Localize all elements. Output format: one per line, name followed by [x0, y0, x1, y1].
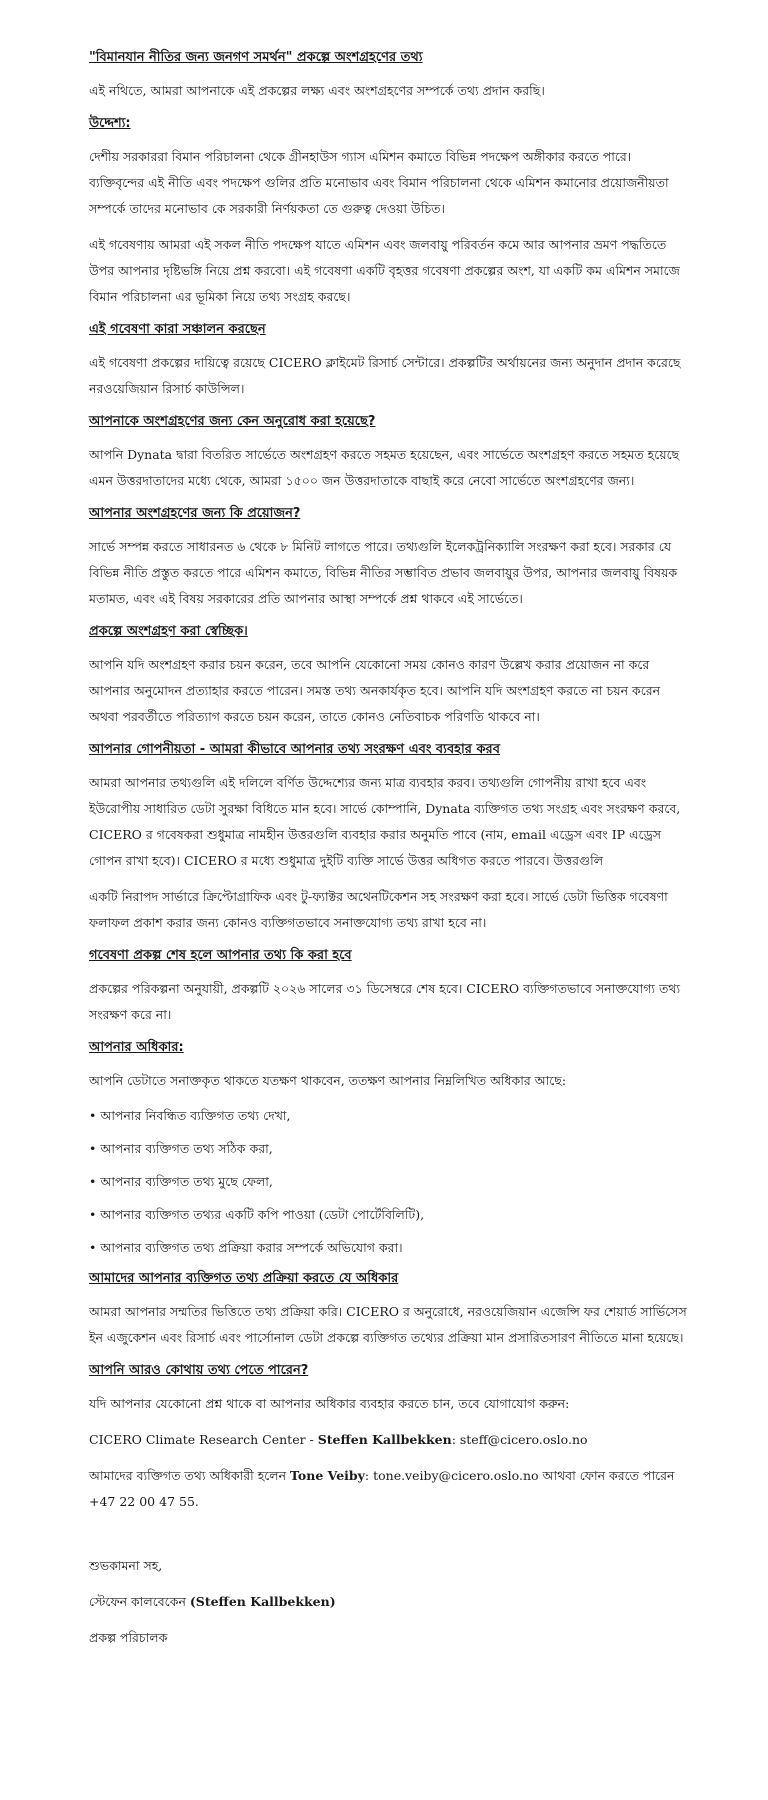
- intro-paragraph: এই নথিতে, আমরা আপনাকে এই প্রকল্পের লক্ষ্য এবং অংশগ্রহণের সম্পর্কে তথ্য প্রদান করছি।: [89, 83, 545, 98]
- more-info-paragraph: যদি আপনার যেকোনো প্রশ্ন থাকে বা আপনার অধিকার ব্যবহার করতে চান, তবে যোগাযোগ করুন:: [89, 1396, 570, 1411]
- voluntary-heading: প্রকল্পে অংশগ্রহণ করা স্বেচ্ছিক।: [89, 624, 248, 639]
- signer-line: [89, 1589, 690, 1615]
- contact-email[interactable]: : steff@cicero.oslo.no: [451, 1432, 588, 1447]
- signer-role: প্রকল্প পরিচালক: [89, 1630, 168, 1645]
- contact-line-1: [89, 1427, 690, 1453]
- rights-list-item: • আপনার ব্যক্তিগত তথ্য প্রক্রিয়া করার সম্পর্কে অভিযোগ করা।: [89, 1240, 403, 1255]
- rights-list-item: • আপনার ব্যক্তিগত তথ্য সঠিক করা,: [89, 1141, 273, 1156]
- who-paragraph: এই গবেষণা প্রকল্পের দায়িত্বে রয়েছে CICERO ক্লাইমেট রিসার্চ সেন্টারে। প্রকল্পটির অর্থায়নের জন্য অনুদান প্রদান করেছে নরওয়েজিয়ান রিসার্চ কাউন্সিল।: [89, 355, 681, 396]
- after-project-paragraph: প্রকল্পের পরিকল্পনা অনুযায়ী, প্রকল্পটি ২০২৬ সালের ৩১ ডিসেম্বরে শেষ হবে। CICERO ব্যক্তিগতভাবে সনাক্তযোগ্য তথ্য সংরক্ষণ করে না।: [89, 981, 681, 1022]
- rights-list-item: • আপনার ব্যক্তিগত তথ্যর একটি কপি পাওয়া (ডেটা পোর্টেবিলিটি),: [89, 1207, 425, 1222]
- contact-line-2: [89, 1463, 690, 1515]
- requirements-paragraph: সার্ভে সম্পন্ন করতে সাধারনত ৬ থেকে ৮ মিনিট লাগতে পারে। তথ্যগুলি ইলেকট্রনিক্যালি সংরক্ষণ করা হবে। সরকার যে বিভিন্ন নীতি প্রস্তুত করতে পারে এমিশন কমাতে, বিভিন্ন নীতির সম্ভাবিত প্রভাব জলবায়ুর উপর, আপনার জলবায়ু বিষয়ক মতামত, এবং এই বিষয় সরকারের প্রতি আপনার আস্থা সম্পর্কে প্রশ্ন থাকবে এই সার্ভেতে।: [89, 539, 678, 606]
- privacy-officer-contact[interactable]: : tone.veiby@cicero.oslo.no আথবা ফোন করতে পারেন +47 22 00 47 55.: [89, 1468, 675, 1509]
- document-title: "বিমানযান নীতির জন্য জনগণ সমর্থন" প্রকল্পে অংশগ্রহণের তথ্য: [89, 50, 423, 65]
- more-info-heading: আপনি আরও কোথায় তথ্য পেতে পারেন?: [89, 1363, 309, 1378]
- processing-paragraph: আমরা আপনার সম্মতির ভিত্তিতে তথ্য প্রক্রিয়া করি। CICERO র অনুরোধে, নরওয়েজিয়ান এজেন্সি ফর শেয়ার্ড সার্ভিসেস ইন এজুকেশন এবং রিসার্চ এবং পার্সোনাল ডেটা প্রকল্পে ব্যক্তিগত তথ্যের প্রক্রিয়া মান প্রসারিতসারণ নীতিতে মানা হয়েছে।: [89, 1304, 687, 1345]
- contact-organization: CICERO Climate Research Center -: [89, 1432, 318, 1447]
- privacy-paragraph-1: আমরা আপনার তথ্যগুলি এই দলিলে বর্ণিত উদ্দেশ্যের জন্য মাত্র ব্যবহার করব। তথ্যগুলি গোপনীয় রাখা হবে এবং ইউরোপীয় সাধারিত ডেটা সুরক্ষা বিধিতে মান হবে। সার্ভে কোম্পানি, Dynata ব্যক্তিগত তথ্য সংগ্রহ এবং সংরক্ষণ করবে, CICERO র গবেষকরা শুধুমাত্র নামহীন উত্তরগুলি ব্যবহার করার অনুমতি পাবে (নাম, email এড্রেস এবং IP এড্রেস গোপন রাখা হবে)। CICERO র মধ্যে শুধুমাত্র দুইটি ব্যক্তি সার্ভে উত্তর অধিগত করতে পারবে। উত্তরগুলি: [89, 775, 681, 868]
- signer-name-english: (Steffen Kallbekken): [189, 1594, 336, 1609]
- contact-name: Steffen Kallbekken: [317, 1432, 452, 1447]
- purpose-paragraph-2: এই গবেষণায় আমরা এই সকল নীতি পদক্ষেপ যাতে এমিশন এবং জলবায়ু পরিবর্তন কমে আর আপনার ভ্রমণ পদ্ধতিতে উপর আপনার দৃষ্টিভঙ্গি নিয়ে প্রশ্ন করবো। এই গবেষণা একটি বৃহত্তর গবেষণা প্রকল্পের অংশ, যা একটি কম এমিশন সমাজে বিমান পরিচালনা এর ভূমিকা নিয়ে তথ্য সংগ্রহ করছে।: [89, 237, 680, 304]
- voluntary-paragraph: আপনি যদি অংশগ্রহণ করার চয়ন করেন, তবে আপনি যেকোনো সময় কোনও কারণ উল্লেখ করার প্রয়োজন না করে আপনার অনুমোদন প্রত্যাহার করতে পারেন। সমস্ত তথ্য অনকার্যকৃত হবে। আপনি যদি অংশগ্রহণ করতে না চয়ন করেন অথবা পরবর্তীতে পরিত্যাগ করতে চয়ন করেন, তাতে কোনও নেতিবাচক পরিণতি থাকবে না।: [89, 657, 661, 724]
- purpose-heading: উদ্দেশ্য:: [89, 116, 131, 131]
- purpose-paragraph-1: দেশীয় সরকাররা বিমান পরিচালনা থেকে গ্রীনহাউস গ্যাস এমিশন কমাতে বিভিন্ন পদক্ষেপ অঙ্গীকার করতে পারে। ব্যক্তিবৃন্দের এই নীতি এবং পদক্ষেপ গুলির প্রতি মনোভাব এবং বিমান পরিচালনা থেকে এমিশন কমানোর প্রয়োজনীয়তা সম্পর্কে তাদের মনোভাব কে সরকারী নির্ণয়কতা তে গুরুত্ব দেওয়া উচিত।: [89, 149, 669, 216]
- privacy-officer-prefix: আমাদের ব্যক্তিগত তথ্য অধিকারী হলেন: [89, 1468, 291, 1483]
- who-heading: এই গবেষণা কারা সঞ্চালন করছেন: [89, 322, 266, 337]
- why-heading: আপনাকে অংশগ্রহণের জন্য কেন অনুরোধ করা হয়েছে?: [89, 414, 376, 429]
- privacy-officer-name: Tone Veiby: [290, 1468, 365, 1483]
- signer-name-bengali: স্টেফেন কালবেকেন: [89, 1594, 190, 1609]
- rights-heading: আপনার অধিকার:: [89, 1040, 184, 1055]
- why-paragraph: আপনি Dynata দ্বারা বিতরিত সার্ভেতে অংশগ্রহণ করতে সহমত হয়েছেন, এবং সার্ভেতে অংশগ্রহণ করতে সহমত হয়েছে এমন উত্তরদাতাদের মধ্যে থেকে, আমরা ১৫০০ জন উত্তরদাতাকে বাছাই করে নেবো সার্ভেতে অংশগ্রহণের জন্য।: [89, 447, 680, 488]
- privacy-paragraph-2: একটি নিরাপদ সার্ভারে ক্রিপ্টোগ্রাফিক এবং টু-ফ্যাক্টর অথেনটিকেশন সহ সংরক্ষণ করা হবে। সার্ভে ডেটা ভিত্তিক গবেষণা ফলাফল প্রকাশ করার জন্য কোনও ব্যক্তিগতভাবে সনাক্তযোগ্য তথ্য রাখা হবে না।: [89, 889, 668, 930]
- rights-list-item: • আপনার ব্যক্তিগত তথ্য মুছে ফেলা,: [89, 1174, 273, 1189]
- rights-intro: আপনি ডেটাতে সনাক্তকৃত থাকতে যতক্ষণ থাকবেন, ততক্ষণ আপনার নিম্নলিখিত অধিকার আছে:: [89, 1073, 567, 1088]
- closing-greeting: শুভকামনা সহ,: [89, 1558, 163, 1573]
- after-project-heading: গবেষণা প্রকল্প শেষ হলে আপনার তথ্য কি করা হবে: [89, 948, 352, 963]
- spacer: [89, 1525, 690, 1553]
- requirements-heading: আপনার অংশগ্রহণের জন্য কি প্রয়োজন?: [89, 506, 301, 521]
- rights-list-item: • আপনার নিবন্ধিত ব্যক্তিগত তথ্য দেখা,: [89, 1108, 291, 1123]
- privacy-heading: আপনার গোপনীয়তা - আমরা কীভাবে আপনার তথ্য সংরক্ষণ এবং ব্যবহার করব: [89, 742, 500, 757]
- processing-heading: আমাদের আপনার ব্যক্তিগত তথ্য প্রক্রিয়া করতে যে অধিকার: [89, 1271, 399, 1286]
